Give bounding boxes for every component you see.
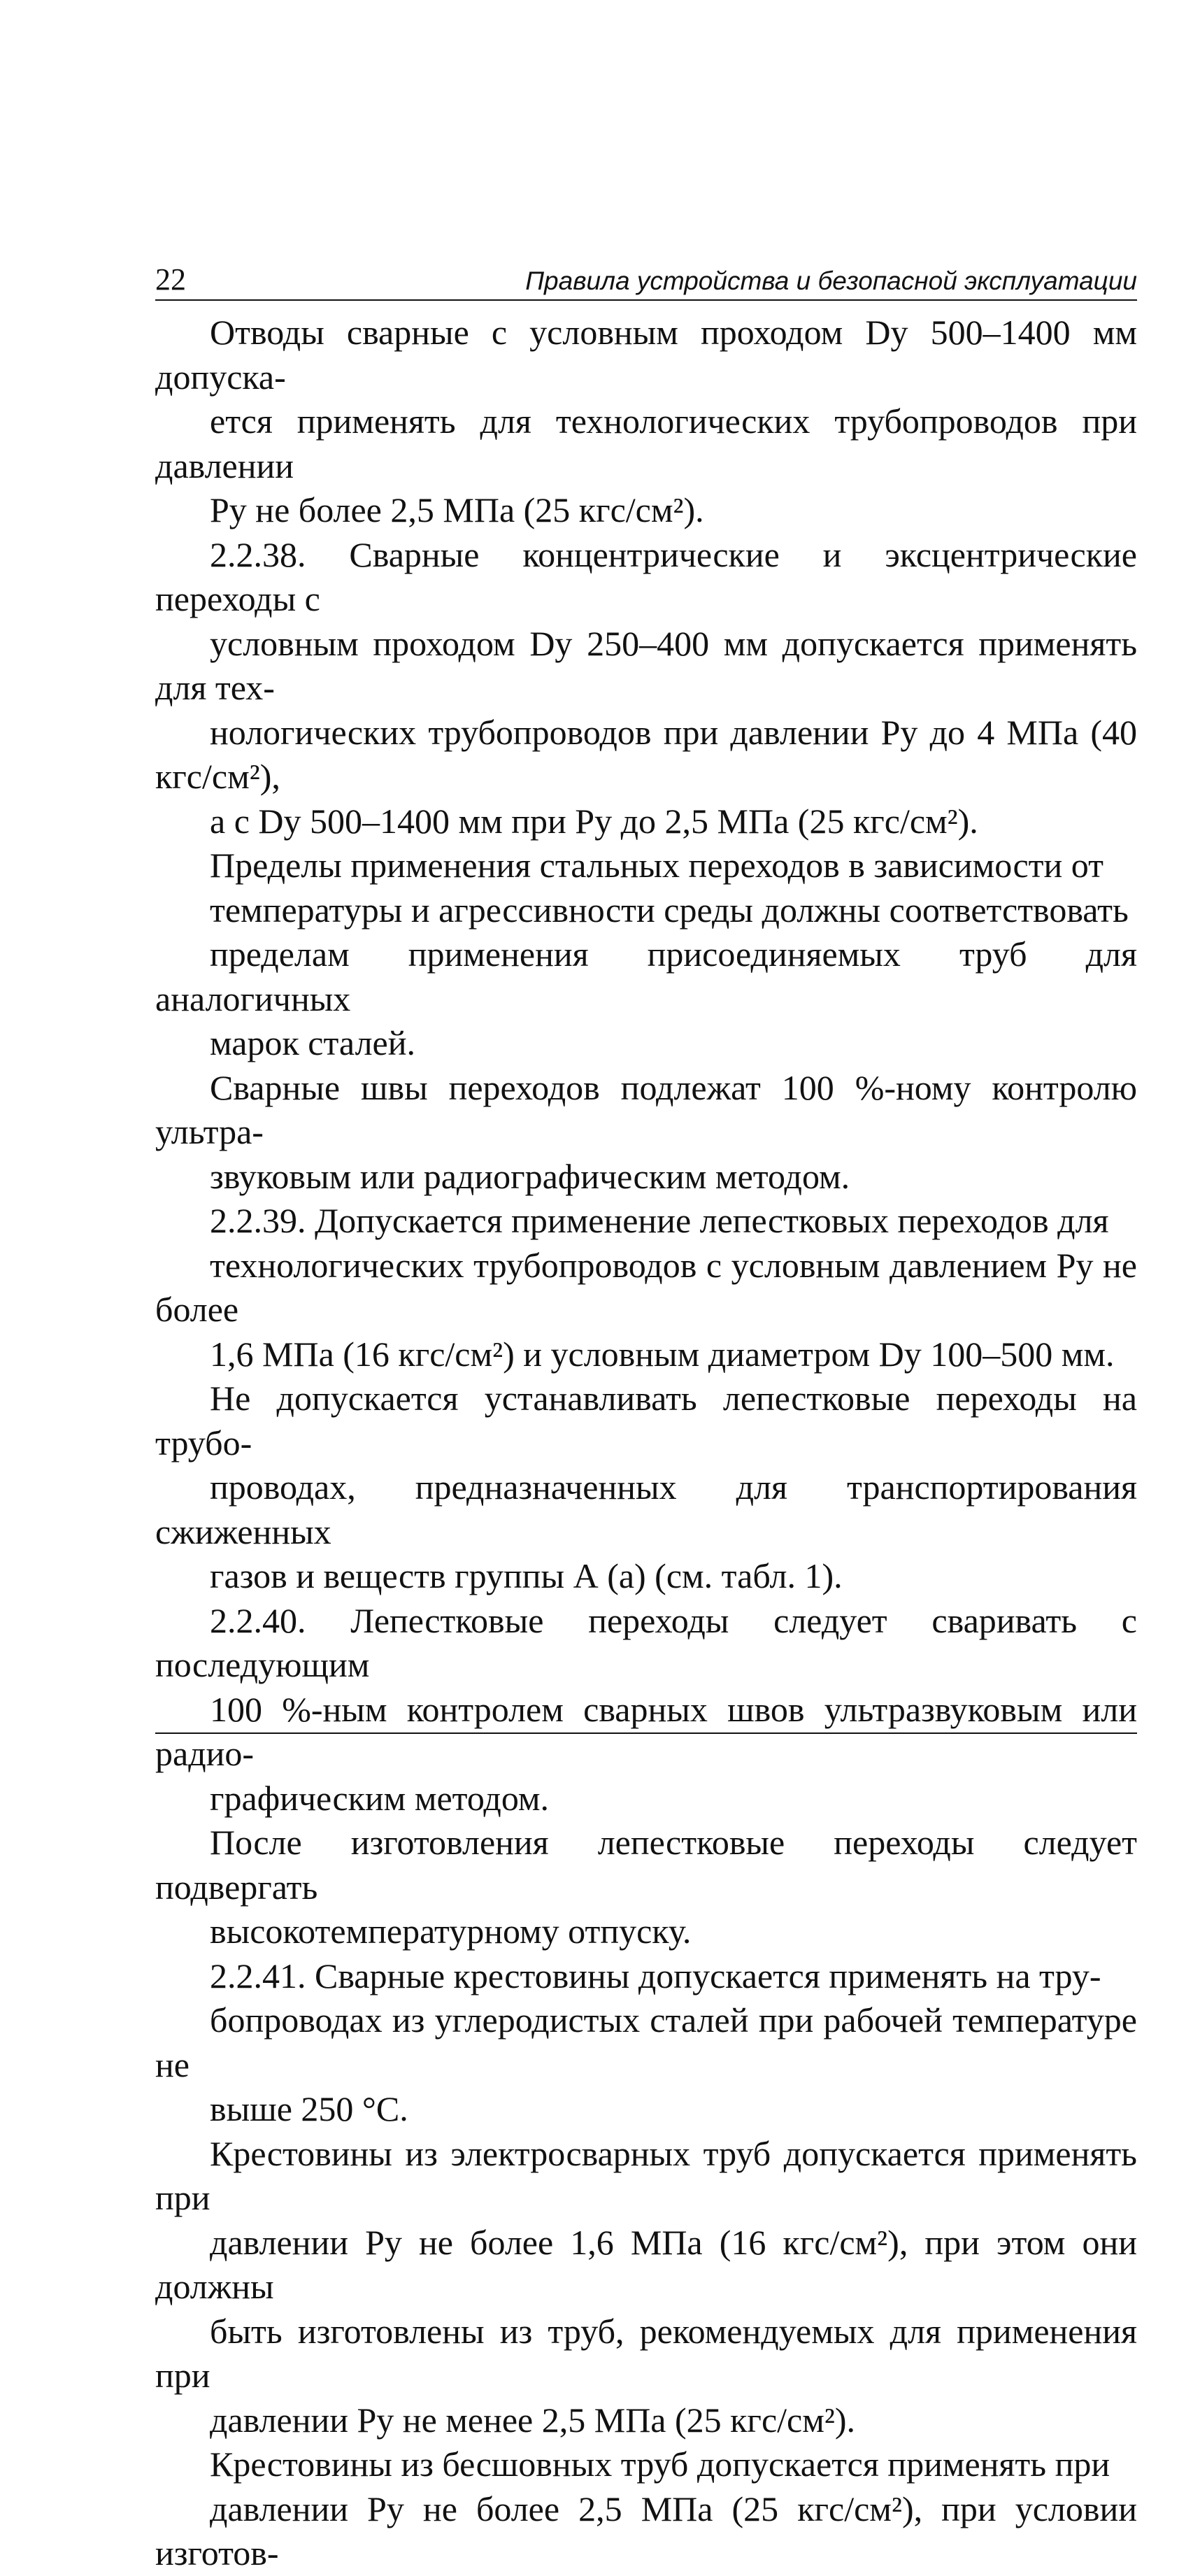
text-line: ется применять для технологических трубопроводов при давлении [155, 401, 1137, 485]
text-line: а с Dу 500–1400 мм при Pу до 2,5 МПа (25 кгс/см²). [210, 801, 978, 841]
text-line: Крестовины из электросварных труб допускается применять при [155, 2133, 1137, 2217]
text-line: газов и веществ группы А (а) (см. табл. 1). [210, 1556, 843, 1595]
text-line: Сварные швы переходов подлежат 100 %-ному контролю ультра- [155, 1067, 1137, 1151]
paragraph [155, 311, 1137, 533]
text-line: 1,6 МПа (16 кгс/см²) и условным диаметром Dу 100–500 мм. [210, 1334, 1115, 1374]
text-line: 2.2.41. Сварные крестовины допускается применять на тру- [210, 1956, 1101, 1995]
running-title: Правила устройства и безопасной эксплуатации [525, 266, 1137, 295]
text-line: Pу не более 2,5 МПа (25 кгс/см²). [210, 490, 704, 529]
paragraph-clause-2-2-39 [155, 1199, 1137, 1376]
footer-rule [155, 1732, 1137, 1734]
text-line: выше 250 °С. [210, 2089, 408, 2128]
text-line: бопроводах из углеродистых сталей при рабочей температуре не [155, 2000, 1137, 2084]
text-line: 2.2.39. Допускается применение лепестковых переходов для [210, 1201, 1109, 1240]
text-line: Крестовины из бесшовных труб допускается применять при [210, 2445, 1110, 2484]
paragraph [155, 1376, 1137, 1599]
paragraph-clause-2-2-41 [155, 1954, 1137, 2132]
text-line: давлении Pу не более 1,6 МПа (16 кгс/см²), при этом они должны [155, 2222, 1137, 2306]
paragraph-clause-2-2-40 [155, 1599, 1137, 1821]
text-line: давлении Pу не менее 2,5 МПа (25 кгс/см²). [210, 2400, 855, 2440]
paragraph [155, 2132, 1137, 2443]
paragraph [155, 1821, 1137, 1954]
body-text [155, 311, 1137, 2576]
text-line: быть изготовлены из труб, рекомендуемых для применения при [155, 2311, 1137, 2395]
paragraph [155, 1066, 1137, 1200]
paragraph [155, 2442, 1137, 2576]
text-line: пределам применения присоединяемых труб для аналогичных [155, 934, 1137, 1018]
text-line: графическим методом. [210, 1778, 550, 1818]
text-line: После изготовления лепестковые переходы следует подвергать [155, 1823, 1137, 1907]
text-line: высокотемпературному отпуску. [210, 1912, 692, 1951]
page-header [155, 257, 1137, 301]
text-line: 2.2.40. Лепестковые переходы следует сваривать с последующим [155, 1600, 1137, 1684]
text-line: проводах, предназначенных для транспортирования сжиженных [155, 1467, 1137, 1551]
paragraph-clause-2-2-38 [155, 533, 1137, 844]
text-line: Пределы применения стальных переходов в зависимости от [210, 846, 1103, 885]
page-number: 22 [155, 262, 186, 297]
text-line: давлении Pу не более 2,5 МПа (25 кгс/см²), при условии изготов- [155, 2489, 1137, 2573]
text-line: температуры и агрессивности среды должны соответствовать [210, 890, 1129, 930]
text-line: условным проходом Dу 250–400 мм допускается применять для тех- [155, 623, 1137, 707]
paragraph [155, 844, 1137, 1066]
text-line: технологических трубопроводов с условным давлением Pу не более [155, 1245, 1137, 1329]
text-line: 100 %-ным контролем сварных швов ультразвуковым или радио- [155, 1689, 1137, 1773]
text-line: 2.2.38. Сварные концентрические и эксцентрические переходы с [155, 534, 1137, 618]
text-line: звуковым или радиографическим методом. [210, 1156, 850, 1196]
text-line: Не допускается устанавливать лепестковые переходы на трубо- [155, 1379, 1137, 1463]
text-line: марок сталей. [210, 1023, 415, 1062]
text-line: Отводы сварные с условным проходом Dу 500–1400 мм допуска- [155, 313, 1137, 397]
text-line: нологических трубопроводов при давлении Pу до 4 МПа (40 кгс/см²), [155, 712, 1137, 796]
